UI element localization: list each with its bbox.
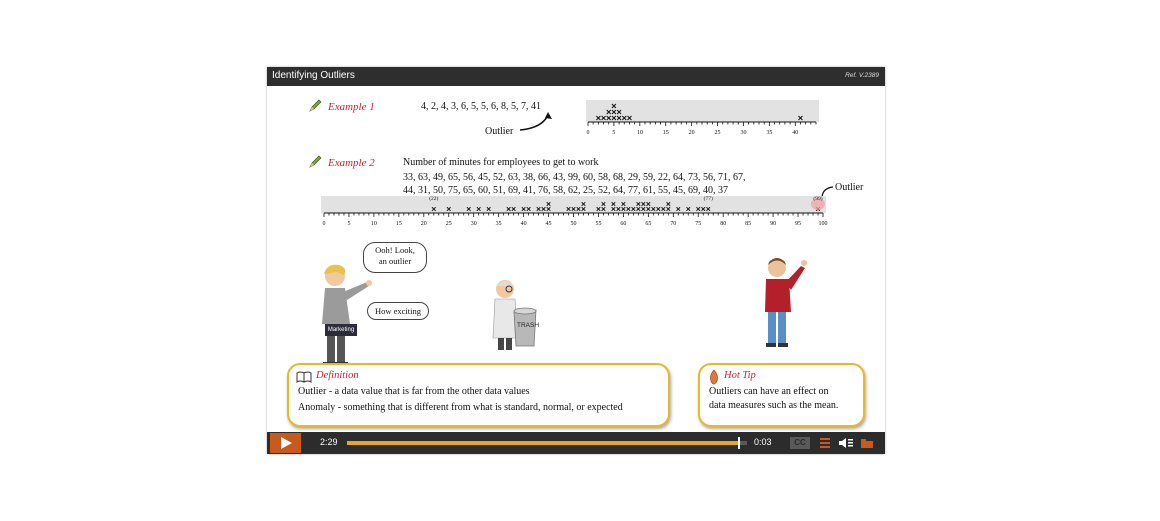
example-1-label: Example 1 <box>328 101 375 113</box>
example-1-dot-plot <box>586 100 822 140</box>
tick-label: 20 <box>420 221 427 227</box>
pointing-character <box>761 254 816 350</box>
lesson-title: Identifying Outliers <box>272 70 355 81</box>
right-value-annotation: (77) <box>703 196 713 202</box>
hot-tip-icon <box>709 369 719 385</box>
definition-line-2: Anomaly - something that is different from what is standard, normal, or expected <box>298 402 623 413</box>
captions-button[interactable]: CC <box>790 437 810 449</box>
plot-band <box>321 196 826 213</box>
pencil-icon <box>308 155 322 169</box>
play-button[interactable] <box>270 433 301 453</box>
tick-label: 0 <box>586 130 590 136</box>
definition-title: Definition <box>316 370 359 381</box>
tick-label: 40 <box>792 130 799 136</box>
pencil-icon <box>308 99 322 113</box>
seek-handle[interactable] <box>738 437 740 449</box>
speech-bubble-1-line-2: an outlier <box>378 256 412 266</box>
volume-icon[interactable] <box>838 437 854 449</box>
left-value-annotation: (22) <box>429 196 439 202</box>
tick-label: 75 <box>695 221 702 227</box>
trash-label: TRASH <box>517 322 540 329</box>
marketing-character <box>317 262 382 374</box>
example-2-data-line-2: 44, 31, 50, 75, 65, 60, 51, 69, 41, 76, 58, 62, 25, 52, 64, 77, 61, 55, 45, 69, 40, 37 <box>403 185 728 196</box>
tick-label: 45 <box>545 221 552 227</box>
tick-label: 50 <box>570 221 577 227</box>
marketing-badge: Marketing <box>325 324 357 336</box>
title-bar <box>267 67 885 86</box>
menu-icon[interactable] <box>819 437 831 449</box>
definition-line-1: Outlier - a data value that is far from the other data values <box>298 386 530 397</box>
play-icon <box>280 437 292 449</box>
remaining-time: 0:03 <box>754 437 772 447</box>
tick-label: 85 <box>745 221 752 227</box>
video-player <box>267 67 885 454</box>
example-1-data: 4, 2, 4, 3, 6, 5, 5, 6, 8, 5, 7, 41 <box>421 101 541 112</box>
book-icon <box>296 371 312 383</box>
plot-band <box>586 100 819 122</box>
tick-label: 20 <box>688 130 695 136</box>
example-2-data-line-1: 33, 63, 49, 65, 56, 45, 52, 63, 38, 66, 43, 99, 60, 58, 68, 29, 59, 22, 64, 73, 56, 71, 67, <box>403 172 746 183</box>
tick-label: 15 <box>395 221 402 227</box>
example-2-heading: Number of minutes for employees to get to work <box>403 157 599 168</box>
tick-label: 25 <box>445 221 452 227</box>
tick-label: 35 <box>495 221 502 227</box>
player-controls <box>267 432 885 454</box>
trash-character <box>488 276 553 356</box>
tick-label: 40 <box>520 221 527 227</box>
tick-label: 65 <box>645 221 652 227</box>
definition-box <box>287 363 670 427</box>
tick-label: 0 <box>322 221 326 227</box>
tick-label: 25 <box>714 130 721 136</box>
tick-label: 55 <box>595 221 602 227</box>
tick-label: 5 <box>612 130 616 136</box>
hot-tip-box <box>698 363 865 427</box>
tick-label: 100 <box>818 221 828 227</box>
example-1-outlier-label: Outlier <box>485 126 514 137</box>
seek-bar-progress <box>347 441 739 445</box>
elapsed-time: 2:29 <box>320 437 338 447</box>
hot-tip-line-2: data measures such as the mean. <box>709 400 839 411</box>
speech-bubble-1-line-1: Ooh! Look, <box>375 245 415 255</box>
tick-label: 10 <box>370 221 377 227</box>
seek-bar[interactable] <box>347 441 747 445</box>
tick-label: 35 <box>766 130 773 136</box>
example-2-dot-plot <box>319 196 831 244</box>
outlier-arrow <box>517 112 557 134</box>
reference-code: Ref. V.2389 <box>845 72 879 79</box>
tick-label: 80 <box>720 221 727 227</box>
fullscreen-icon[interactable] <box>860 437 874 449</box>
tick-label: 90 <box>770 221 777 227</box>
tick-label: 15 <box>662 130 669 136</box>
tick-label: 10 <box>636 130 643 136</box>
example-2-label: Example 2 <box>328 157 375 169</box>
slide <box>267 86 885 432</box>
hot-tip-title: Hot Tip <box>724 370 756 381</box>
outlier-value-annotation: (99) <box>813 196 823 202</box>
tick-label: 30 <box>470 221 477 227</box>
tick-label: 60 <box>620 221 627 227</box>
tick-label: 95 <box>795 221 802 227</box>
speech-bubble-2: How exciting <box>367 302 429 320</box>
hot-tip-line-1: Outliers can have an effect on <box>709 386 829 397</box>
example-2-outlier-label: Outlier <box>835 182 864 193</box>
tick-label: 5 <box>347 221 351 227</box>
tick-label: 70 <box>670 221 677 227</box>
tick-label: 30 <box>740 130 747 136</box>
